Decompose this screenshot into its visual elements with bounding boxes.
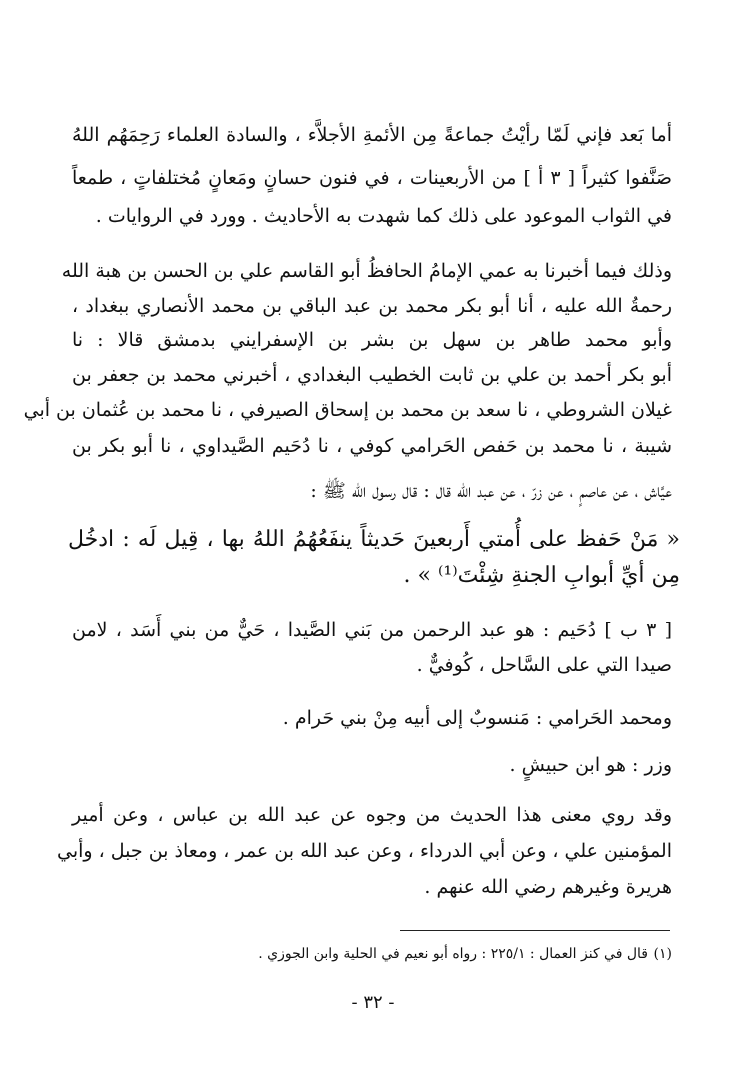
paragraph-2-line-2: رحمةُ الله عليه ، أنا أبو بكر محمد بن عبد الباقي بن محمد الأنصاري ببغداد ،	[72, 295, 672, 317]
paragraph-1-line-2: صَنَّفوا كثيراً [ ٣ أ ] من الأربعينات ، في فنون حسانٍ ومَعانٍ مُختلفاتٍ ، طمعاً	[72, 167, 672, 189]
paragraph-2-line-1: وذلك فيما أخبرنا به عمي الإمامُ الحافظُ أبو القاسم علي بن الحسن بن هبة الله	[61, 260, 672, 282]
footnote-marker: (١)	[653, 946, 672, 962]
paragraph-3-line-1: وقد روي معنى هذا الحديث من وجوه عن عبد الله بن عباس ، وعن أمير	[72, 804, 672, 826]
footnote-separator	[400, 930, 670, 931]
hadith-line-1: « مَنْ حَفظ على أُمتي أَربعينَ حَديثاً ينفَعُهُمُ اللهُ بها ، قِيل لَه : ادخُل	[68, 527, 680, 552]
note-harami: ومحمد الحَرامي : مَنسوبٌ إلى أبيه مِنْ بني حَرام .	[282, 707, 672, 729]
paragraph-2-line-6: شيبة ، نا محمد بن حَفص الحَرامي كوفي ، نا دُحَيم الصَّيداوي ، نا أبو بكر بن	[72, 435, 672, 457]
paragraph-2-line-3: وأبو محمد طاهر بن سهل بن بشر بن الإسفرايني بدمشق قالا : نا	[72, 329, 672, 351]
paragraph-2-line-5: غيلان الشروطي ، نا سعد بن محمد بن إسحاق الصيرفي ، نا محمد بن عُثمان بن أبي	[23, 399, 672, 421]
paragraph-3-line-2: المؤمنين علي ، وعن أبي الدرداء ، وعن عبد الله بن عمر ، ومعاذ بن جبل ، وأبي	[57, 840, 672, 862]
paragraph-3-line-3: هريرة وغيرهم رضي الله عنهم .	[424, 876, 672, 898]
note-duhaym-line-2: صيدا التي على السَّاحل ، كُوفيٌّ .	[416, 654, 672, 676]
paragraph-1-line-3: في الثواب الموعود على ذلك كما شهدت به الأحاديث . وورد في الروايات .	[95, 205, 672, 227]
note-duhaym-line-1: [ ٣ ب ] دُحَيم : هو عبد الرحمن من بَني الصَّيدا ، حَيٌّ من بني أَسَد ، لامن	[72, 619, 673, 641]
paragraph-2-line-4: أبو بكر أحمد بن علي بن ثابت الخطيب البغدادي ، أخبرني محمد بن جعفر بن	[72, 364, 672, 386]
hadith-line-2: مِن أيِّ أبوابِ الجنةِ شِئْتَ⁽¹⁾ » .	[403, 563, 680, 588]
note-zirr: وزر : هو ابن حبيشٍ .	[509, 754, 672, 776]
page-number: - ٣٢ -	[351, 992, 395, 1013]
paragraph-2-line-7: عيَّاش ، عن عاصمٍ ، عن زرّ ، عن عبد الله قال : قال رسول الله ﷺ :	[310, 480, 672, 502]
footnote-text: قال في كنز العمال : ٢٢٥/١ : رواه أبو نعيم في الحلية وابن الجوزي .	[258, 946, 648, 962]
paragraph-1-line-1: أما بَعد فإني لَمّا رأيْتُ جماعةً مِن الأئمةِ الأجلاَّء ، والسادة العلماء رَحِمَهُم اللهُ	[72, 124, 672, 146]
